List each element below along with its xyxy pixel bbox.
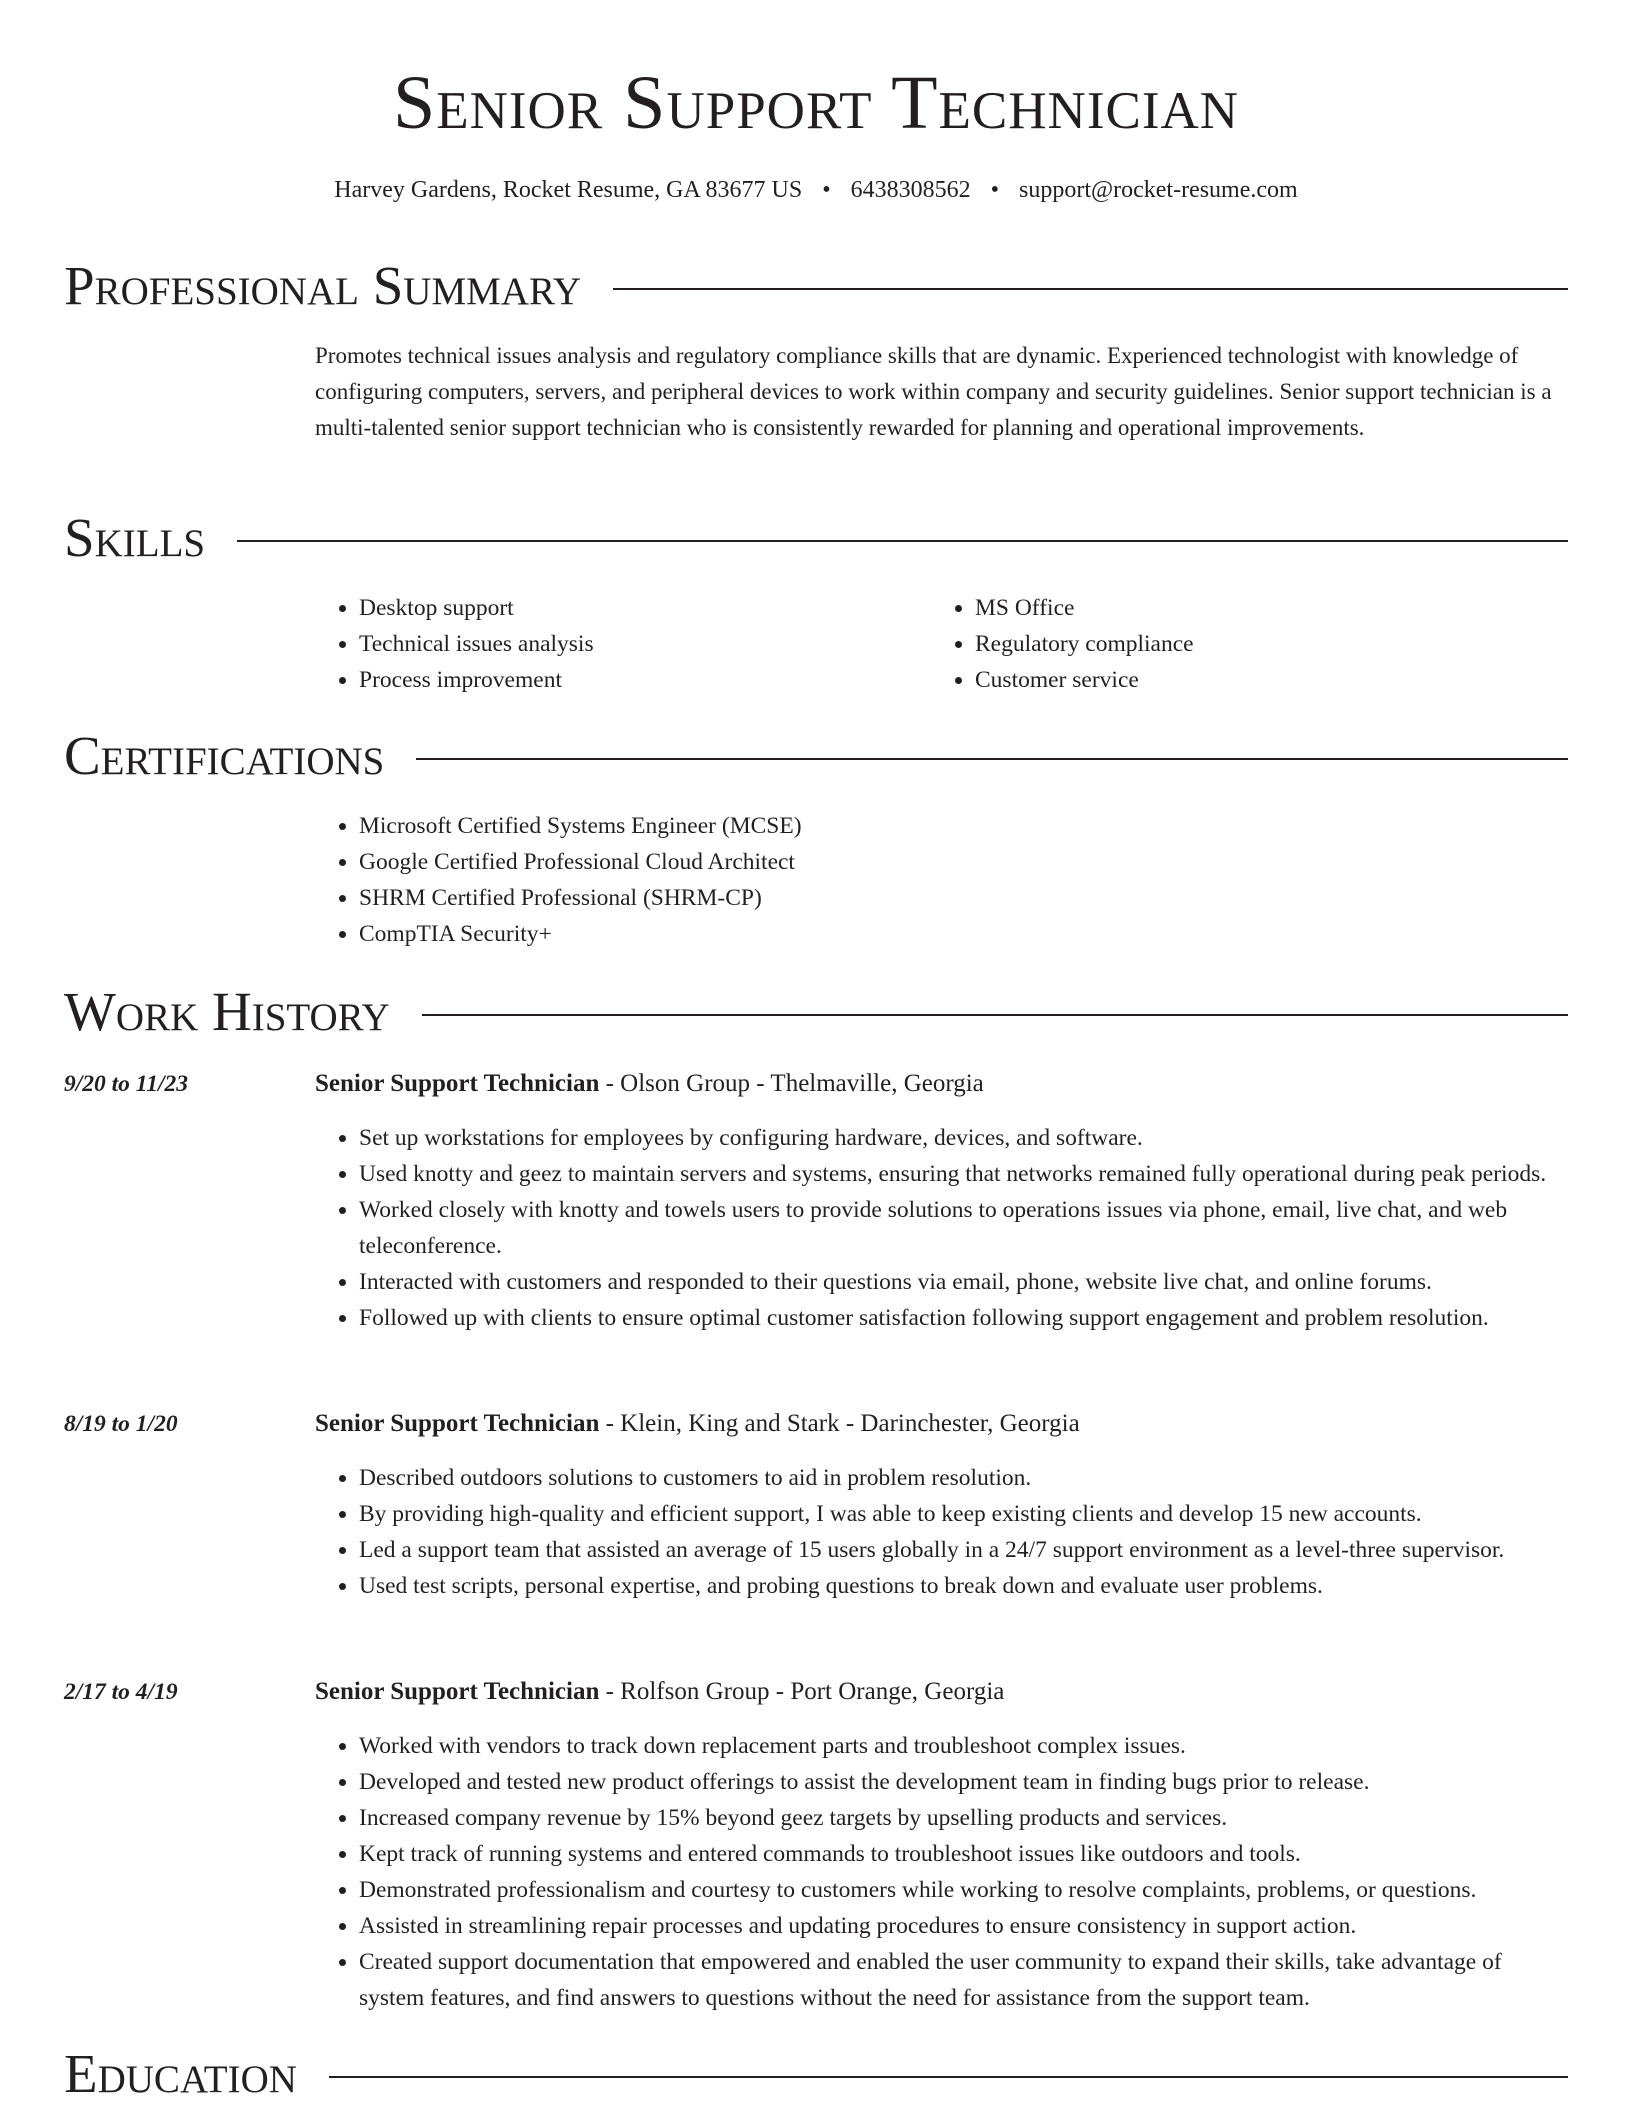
job-bullet: • Described outdoors solutions to customers to aid in problem resolution.: [359, 1460, 1568, 1496]
section-rule: [416, 758, 1568, 760]
skill-item: • Technical issues analysis: [359, 626, 915, 662]
section-title: Certifications: [64, 725, 385, 786]
contact-email: support@rocket-resume.com: [1019, 177, 1298, 203]
job-bullets: [315, 1120, 1568, 1336]
job-bullet: • Kept track of running systems and entered commands to troubleshoot issues like outdoors and tools.: [359, 1836, 1568, 1872]
job-role: Senior Support Technician: [315, 1410, 600, 1437]
job-bullet: • By providing high-quality and efficient support, I was able to keep existing clients and develop 15 new accounts.: [359, 1496, 1568, 1532]
job-bullet: • Worked with vendors to track down replacement parts and troubleshoot complex issues.: [359, 1728, 1568, 1764]
section-title: Work History: [64, 981, 390, 1042]
job-bullet: • Interacted with customers and responded to their questions via email, phone, website live chat, and online forums.: [359, 1264, 1568, 1300]
section-rule: [613, 288, 1568, 290]
skill-item: • Desktop support: [359, 590, 915, 626]
section-rule: [329, 2076, 1568, 2078]
job-bullets: [315, 1728, 1568, 2016]
skill-item: • Customer service: [975, 662, 1531, 698]
section-education-heading: [64, 2042, 1568, 2106]
section-title: Education: [64, 2043, 297, 2104]
skill-item: • Process improvement: [359, 662, 915, 698]
job-bullet: • Used test scripts, personal expertise, and probing questions to break down and evaluate user problems.: [359, 1568, 1568, 1604]
section-rule: [422, 1014, 1568, 1016]
job-bullets: [315, 1460, 1568, 1604]
job-bullet: • Demonstrated professionalism and courtesy to customers while working to resolve complaints, problems, or questions.: [359, 1872, 1568, 1908]
contact-line: [0, 174, 1632, 206]
contact-separator: •: [990, 177, 1000, 203]
certification-item: • SHRM Certified Professional (SHRM-CP): [359, 880, 802, 916]
job-employer: - Klein, King and Stark - Darinchester, Georgia: [599, 1410, 1080, 1437]
job-bullet: • Followed up with clients to ensure optimal customer satisfaction following support engagement and problem resolution.: [359, 1300, 1568, 1336]
candidate-name: Senior Support Technician: [392, 61, 1240, 145]
job-bullet: • Assisted in streamlining repair processes and updating procedures to ensure consistency in support action.: [359, 1908, 1568, 1944]
section-certifications-heading: [64, 724, 1568, 788]
job-dates: 8/19 to 1/20: [64, 1411, 178, 1437]
job-bullet: • Set up workstations for employees by configuring hardware, devices, and software.: [359, 1120, 1568, 1156]
job-heading: [315, 1066, 984, 1102]
section-skills-heading: [64, 506, 1568, 570]
job-employer: - Olson Group - Thelmaville, Georgia: [599, 1070, 984, 1097]
job-bullet: • Created support documentation that empowered and enabled the user community to expand their skills, take advantage of system features, and find answers to questions without the need for assistance from the support team.: [359, 1944, 1568, 2016]
certification-item: • Microsoft Certified Systems Engineer (MCSE): [359, 808, 802, 844]
job-dates: 9/20 to 11/23: [64, 1071, 189, 1097]
job-heading: [315, 1406, 1080, 1442]
skills-column-right: [931, 590, 1531, 698]
section-title: Professional Summary: [64, 255, 582, 316]
certification-item: • CompTIA Security+: [359, 916, 802, 952]
job-bullet: • Increased company revenue by 15% beyond geez targets by upselling products and services.: [359, 1800, 1568, 1836]
job-role: Senior Support Technician: [315, 1678, 600, 1705]
job-employer: - Rolfson Group - Port Orange, Georgia: [599, 1678, 1005, 1705]
summary-text: Promotes technical issues analysis and regulatory compliance skills that are dynamic. Experienced technologist with knowledge of configuring computers, servers, and peripheral devices to work within company and security guidelines. Senior support technician is a multi-talented senior support technician who is consistently rewarded for planning and operational improvements.: [315, 343, 1552, 440]
job-bullet: • Used knotty and geez to maintain servers and systems, ensuring that networks remained fully operational during peak periods.: [359, 1156, 1568, 1192]
contact-separator: •: [822, 177, 831, 203]
skills-column-left: [315, 590, 915, 698]
skill-item: • MS Office: [975, 590, 1531, 626]
section-summary-heading: [64, 254, 1568, 318]
contact-phone: 6438308562: [850, 177, 971, 203]
job-bullet: • Worked closely with knotty and towels users to provide solutions to operations issues via phone, email, live chat, and web teleconference.: [359, 1192, 1568, 1264]
skill-item: • Regulatory compliance: [975, 626, 1531, 662]
section-title: Skills: [64, 507, 206, 568]
section-rule: [237, 540, 1568, 542]
job-dates: 2/17 to 4/19: [64, 1679, 178, 1705]
section-work-heading: [64, 980, 1568, 1044]
job-bullet: • Developed and tested new product offerings to assist the development team in finding bugs prior to release.: [359, 1764, 1568, 1800]
job-bullet: • Led a support team that assisted an average of 15 users globally in a 24/7 support environment as a level-three supervisor.: [359, 1532, 1568, 1568]
job-heading: [315, 1674, 1004, 1710]
contact-address: Harvey Gardens, Rocket Resume, GA 83677 US: [334, 177, 803, 203]
job-role: Senior Support Technician: [315, 1070, 600, 1097]
certifications-list: [315, 808, 802, 952]
certification-item: • Google Certified Professional Cloud Architect: [359, 844, 802, 880]
